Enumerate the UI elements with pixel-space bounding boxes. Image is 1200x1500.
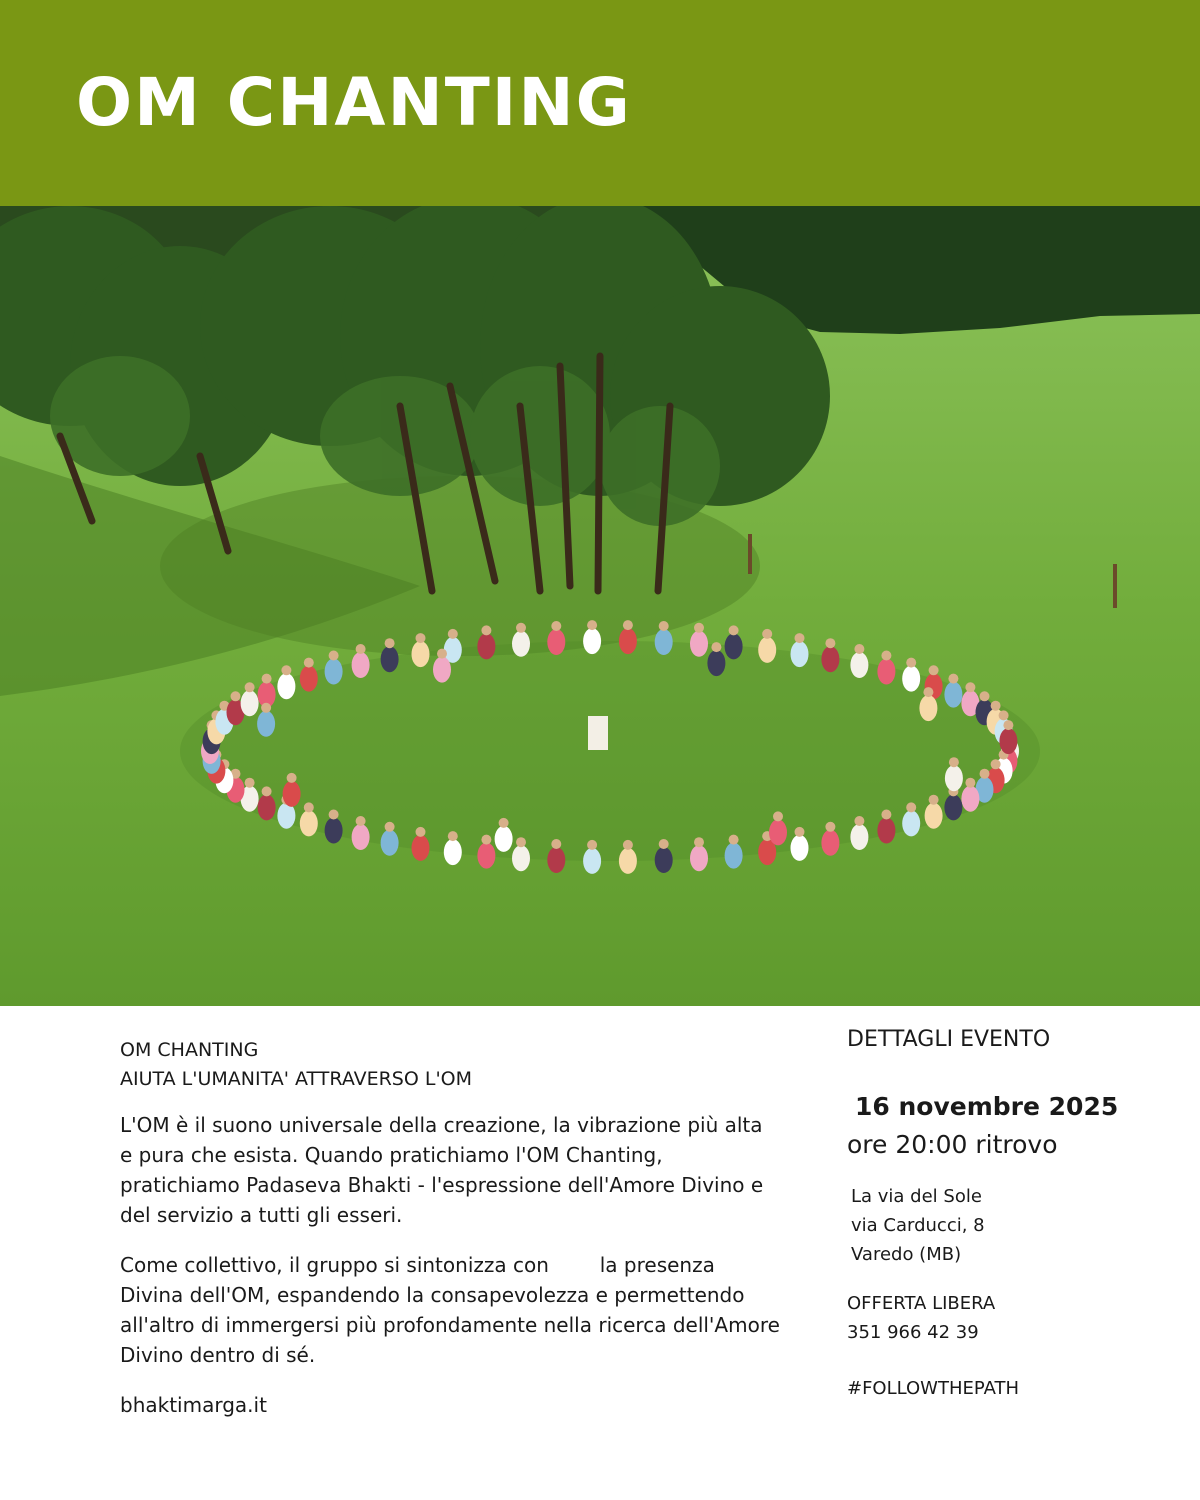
participant: [352, 652, 370, 678]
participant-head: [694, 837, 704, 847]
participant: [619, 848, 637, 874]
participant: [583, 848, 601, 874]
event-details: [847, 1024, 1167, 1403]
participant: [850, 824, 868, 850]
participant: [919, 695, 937, 721]
participant-head: [356, 644, 366, 654]
event-description: [120, 1036, 787, 1420]
participant-head: [281, 665, 291, 675]
participant-head: [965, 682, 975, 692]
participant-head: [906, 658, 916, 668]
participant: [477, 843, 495, 869]
participant: [241, 690, 259, 716]
event-time: ore 20:00 ritrovo: [847, 1130, 1058, 1159]
participant: [619, 628, 637, 654]
participant-head: [825, 822, 835, 832]
description-paragraph-1: L'OM è il suono universale della creazione, la vibrazione più alta e pura che esista. Quando pratichiamo l'OM Chanting, pratichiamo Padaseva Bhakti - l'espressione dell'Amore Divino e del servizio a tutti gli esseri.: [120, 1113, 764, 1227]
participant: [547, 847, 565, 873]
participant-head: [481, 625, 491, 635]
participant: [300, 666, 318, 692]
participant-head: [694, 623, 704, 633]
address-line: La via del Sole: [851, 1186, 982, 1207]
participant-head: [499, 818, 509, 828]
description-subheading: AIUTA L'UMANITA' ATTRAVERSO L'OM: [120, 1068, 473, 1090]
participant-head: [304, 802, 314, 812]
participant-head: [929, 795, 939, 805]
participant: [412, 641, 430, 667]
participant-head: [262, 674, 272, 684]
participant-head: [231, 691, 241, 701]
participant: [325, 659, 343, 685]
participant: [758, 637, 776, 663]
participant: [769, 819, 787, 845]
participant-head: [416, 827, 426, 837]
participant: [877, 818, 895, 844]
participant-head: [448, 629, 458, 639]
participant: [999, 728, 1017, 754]
description-heading: OM CHANTING: [120, 1039, 259, 1061]
address-line: via Carducci, 8: [851, 1215, 985, 1236]
participant: [283, 781, 301, 807]
participant: [945, 765, 963, 791]
participant-head: [551, 621, 561, 631]
participant: [690, 631, 708, 657]
participant-head: [980, 769, 990, 779]
event-date: 16 novembre 2025: [855, 1092, 1119, 1121]
participant-head: [949, 757, 959, 767]
participant-head: [773, 811, 783, 821]
website-link[interactable]: bhaktimarga.it: [120, 1393, 267, 1417]
participant-head: [623, 620, 633, 630]
participant: [690, 845, 708, 871]
participant: [257, 711, 275, 737]
participant: [850, 652, 868, 678]
participant-head: [516, 837, 526, 847]
participant: [877, 659, 895, 685]
participant-head: [923, 687, 933, 697]
participant-head: [385, 638, 395, 648]
participant-head: [980, 691, 990, 701]
participant: [583, 628, 601, 654]
participant-head: [729, 625, 739, 635]
participant: [925, 803, 943, 829]
participant-head: [881, 810, 891, 820]
participant: [381, 646, 399, 672]
participant-head: [1003, 720, 1013, 730]
participant-head: [659, 839, 669, 849]
participant: [412, 835, 430, 861]
offer-text: OFFERTA LIBERA: [847, 1293, 996, 1314]
participant-head: [245, 778, 255, 788]
address-line: Varedo (MB): [851, 1244, 962, 1265]
participant: [512, 845, 530, 871]
participant-head: [437, 649, 447, 659]
participant-head: [825, 638, 835, 648]
participant: [277, 673, 295, 699]
participant: [791, 835, 809, 861]
participant-head: [304, 658, 314, 668]
participant-head: [448, 831, 458, 841]
participant-head: [854, 644, 864, 654]
participant: [512, 631, 530, 657]
participant-head: [906, 802, 916, 812]
participant: [821, 646, 839, 672]
participant: [433, 657, 451, 683]
participant: [300, 810, 318, 836]
participant: [258, 794, 276, 820]
participant-head: [929, 665, 939, 675]
participant: [944, 682, 962, 708]
participant-head: [245, 682, 255, 692]
event-photo: [0, 206, 1200, 1006]
participant-head: [881, 651, 891, 661]
participant: [352, 824, 370, 850]
participant-head: [262, 786, 272, 796]
participant-head: [516, 623, 526, 633]
header-banner: [0, 0, 1200, 206]
participant: [325, 818, 343, 844]
participant: [655, 629, 673, 655]
participant-head: [795, 827, 805, 837]
page-title: OM CHANTING: [76, 64, 632, 141]
participant-head: [854, 816, 864, 826]
participant-head: [999, 710, 1009, 720]
participant: [707, 650, 725, 676]
event-contact: [847, 1289, 1167, 1347]
participant-head: [481, 835, 491, 845]
description-paragraph-2: Come collettivo, il gruppo si sintonizza con la presenza Divina dell'OM, espandendo la consapevolezza e permettendo all'altro di immergersi più profondamente nella ricerca dell'Amore Divino dentro di sé.: [120, 1253, 787, 1367]
participant-head: [729, 835, 739, 845]
participant: [791, 641, 809, 667]
event-address: [847, 1182, 1167, 1269]
participant: [902, 810, 920, 836]
participant-head: [659, 621, 669, 631]
participant: [821, 830, 839, 856]
participant-head: [261, 703, 271, 713]
participant-head: [551, 839, 561, 849]
participant-head: [587, 620, 597, 630]
hashtag: #FOLLOWTHEPATH: [847, 1378, 1020, 1399]
participant: [444, 839, 462, 865]
participant: [725, 843, 743, 869]
participant: [477, 633, 495, 659]
participant: [495, 826, 513, 852]
participant-head: [623, 840, 633, 850]
phone-number[interactable]: 351 966 42 39: [847, 1322, 979, 1343]
participant-head: [287, 773, 297, 783]
participant-head: [991, 759, 1001, 769]
participant-head: [711, 642, 721, 652]
participant: [902, 666, 920, 692]
participant-head: [587, 840, 597, 850]
participant-head: [329, 651, 339, 661]
participant: [725, 633, 743, 659]
participant-head: [795, 633, 805, 643]
participant-head: [329, 810, 339, 820]
participant-head: [762, 629, 772, 639]
details-title: DETTAGLI EVENTO: [847, 1027, 1051, 1052]
participant: [944, 794, 962, 820]
participant: [961, 786, 979, 812]
meadow-illustration: [0, 206, 1200, 1006]
participant-head: [965, 778, 975, 788]
participant-head: [991, 701, 1001, 711]
participant-head: [385, 822, 395, 832]
participant-head: [416, 633, 426, 643]
participant: [381, 830, 399, 856]
participant: [547, 629, 565, 655]
participant-head: [356, 816, 366, 826]
participant: [655, 847, 673, 873]
participant-head: [948, 674, 958, 684]
